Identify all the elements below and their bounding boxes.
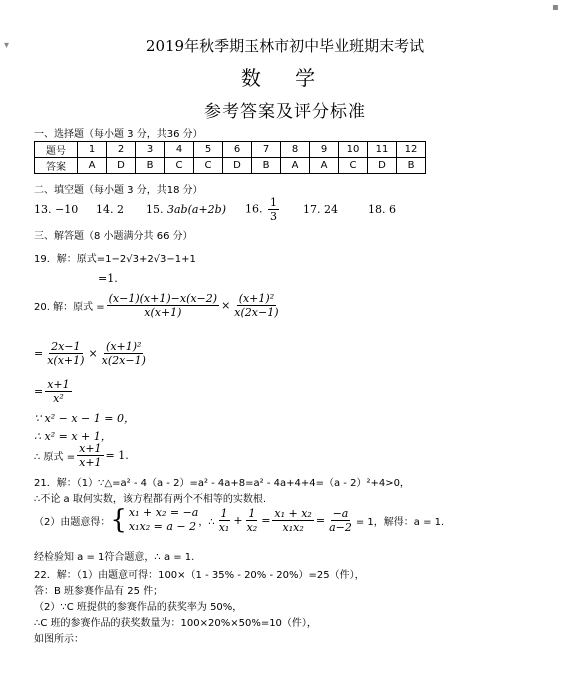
- answer-15: [146, 203, 226, 216]
- question-number-cell: 5: [194, 142, 223, 158]
- q20-f6-denominator: x+1: [79, 456, 102, 469]
- answer-15-value: 3ab(a+2b): [167, 203, 226, 216]
- question-row: [35, 142, 426, 158]
- answer-16-numerator: 1: [270, 196, 277, 209]
- q20-line5: ∴ x² = x + 1，: [34, 430, 112, 443]
- answer-cell: D: [223, 158, 252, 174]
- answer-cell: B: [397, 158, 426, 174]
- q20-line4: ∵ x² − x − 1 = 0，: [34, 412, 135, 425]
- question-number-cell: 6: [223, 142, 252, 158]
- q20-f4-denominator: x(2x−1): [101, 354, 146, 367]
- answer-key-title: 参考答案及评分标准: [204, 102, 366, 122]
- answer-18: 18. 6: [368, 203, 396, 216]
- question-number-cell: 12: [397, 142, 426, 158]
- q19-line1: 19．解：原式=1−2√3+2√3−1+1: [34, 254, 196, 265]
- q20-times-2: ×: [88, 347, 98, 360]
- q22-line5: 如图所示：: [34, 634, 84, 645]
- q20-label: 20. 解：原式 =: [34, 302, 105, 313]
- question-number-cell: 2: [107, 142, 136, 158]
- q20-line1: [34, 292, 283, 319]
- question-number-cell: 10: [339, 142, 368, 158]
- q20-times: ×: [221, 299, 231, 312]
- q20-f2-numerator: (x+1)²: [238, 292, 275, 305]
- q20-eq3: =: [34, 385, 44, 398]
- q20-eq2: =: [34, 347, 44, 360]
- answer-17: 17. 24: [303, 203, 338, 216]
- question-number-cell: 8: [281, 142, 310, 158]
- subject-title: 数 学: [240, 66, 330, 90]
- question-row-label: 题号: [35, 142, 78, 158]
- answer-16-denominator: 3: [270, 210, 277, 223]
- q20-f1-denominator: x(x+1): [144, 306, 182, 319]
- answer-13: 13. −10: [34, 203, 79, 216]
- q20-f5-numerator: x+1: [47, 378, 70, 391]
- q20-f2-denominator: x(2x−1): [234, 306, 279, 319]
- q21-fd-numerator: −a: [332, 506, 349, 520]
- answer-cell: A: [281, 158, 310, 174]
- q21-line1: 21．解：（1）∵△=a² - 4（a - 2）=a² - 4a+8=a² - 4a+4+4=（a - 2）²+4>0，: [34, 478, 410, 489]
- answer-cell: A: [78, 158, 107, 174]
- answer-cell: B: [136, 158, 165, 174]
- q22-line4: ∴C 班的参赛作品的获奖数量为：100×20%×50%=10（件），: [34, 618, 317, 629]
- q21-fa-numerator: 1: [220, 506, 228, 520]
- corner-mark-left: ▾: [4, 40, 10, 51]
- q21-therefore: ，∴: [198, 516, 215, 528]
- q21-fd-denominator: a−2: [329, 520, 352, 534]
- q21-eq: =: [261, 513, 271, 527]
- q20-line2: [34, 340, 150, 367]
- answer-cell: C: [339, 158, 368, 174]
- answer-15-number: 15.: [146, 203, 164, 216]
- q20-line3: [34, 378, 74, 405]
- q21-line4: 经检验知 a = 1符合题意，∴ a = 1.: [34, 552, 195, 563]
- q21-fc-denominator: x₁x₂: [282, 520, 304, 534]
- q20-f6-numerator: x+1: [79, 442, 102, 455]
- q21-system: { x₁ + x₂ = −a x₁x₂ = a − 2: [110, 505, 199, 535]
- section2-title: 二、填空题（每小题 3 分，共18 分）: [34, 185, 203, 196]
- q22-line3: （2）∵C 班提供的参赛作品的获奖率为 50%，: [34, 602, 243, 613]
- section1-title: 一、选择题（每小题 3 分，共36 分）: [34, 129, 203, 140]
- answer-16: [245, 196, 281, 223]
- question-number-cell: 11: [368, 142, 397, 158]
- q21-plus: +: [233, 513, 243, 527]
- answer-cell: B: [252, 158, 281, 174]
- q21-line2: ∴不论 a 取何实数，该方程都有两个不相等的实数根.: [34, 494, 267, 505]
- q19-line2: =1.: [98, 272, 118, 285]
- answer-table: [34, 141, 426, 174]
- q20-f5-denominator: x²: [53, 392, 64, 405]
- q21-eq-2: =: [315, 513, 326, 527]
- q20-f3-numerator: 2x−1: [51, 340, 81, 353]
- question-number-cell: 3: [136, 142, 165, 158]
- q20-l6-post: = 1.: [105, 449, 129, 462]
- question-number-cell: 1: [78, 142, 107, 158]
- section3-title: 三、解答题（8 小题满分共 66 分）: [34, 231, 193, 242]
- answer-cell: A: [310, 158, 339, 174]
- q21-l3-pre: （2）由题意得：: [34, 516, 111, 528]
- question-number-cell: 4: [165, 142, 194, 158]
- answer-cell: D: [368, 158, 397, 174]
- q21-fb-denominator: x₂: [246, 520, 258, 534]
- answer-row: [35, 158, 426, 174]
- q20-line6: [34, 442, 129, 469]
- exam-title: 2019年秋季期玉林市初中毕业班期末考试: [145, 37, 425, 55]
- answer-14: 14. 2: [96, 203, 124, 216]
- q21-fa-denominator: x₁: [218, 520, 230, 534]
- question-number-cell: 9: [310, 142, 339, 158]
- corner-mark-right: ▪: [552, 2, 559, 13]
- question-number-cell: 7: [252, 142, 281, 158]
- q20-f4-numerator: (x+1)²: [106, 340, 142, 353]
- q20-f1-numerator: (x−1)(x+1)−x(x−2): [108, 292, 218, 305]
- answer-cell: C: [165, 158, 194, 174]
- q21-sys-eq2: x₁x₂ = a − 2: [128, 520, 197, 533]
- q21-l3-post: = 1，解得：a = 1.: [355, 516, 445, 528]
- answer-16-number: 16.: [245, 202, 263, 216]
- q21-fc-numerator: x₁ + x₂: [274, 506, 312, 520]
- answer-cell: C: [194, 158, 223, 174]
- q20-f3-denominator: x(x+1): [47, 354, 85, 367]
- answer-row-label: 答案: [35, 158, 78, 174]
- q22-line1: 22．解：（1）由题意可得：100×（1 - 35% - 20% - 20%）=25（件），: [34, 570, 365, 581]
- q21-fb-numerator: 1: [248, 506, 256, 520]
- q22-line2: 答：B 班参赛作品有 25 件；: [34, 586, 164, 597]
- q21-line3: [34, 506, 444, 534]
- q21-sys-eq1: x₁ + x₂ = −a: [128, 506, 199, 519]
- answer-cell: D: [107, 158, 136, 174]
- q20-l6-pre: ∴ 原式 =: [34, 452, 76, 463]
